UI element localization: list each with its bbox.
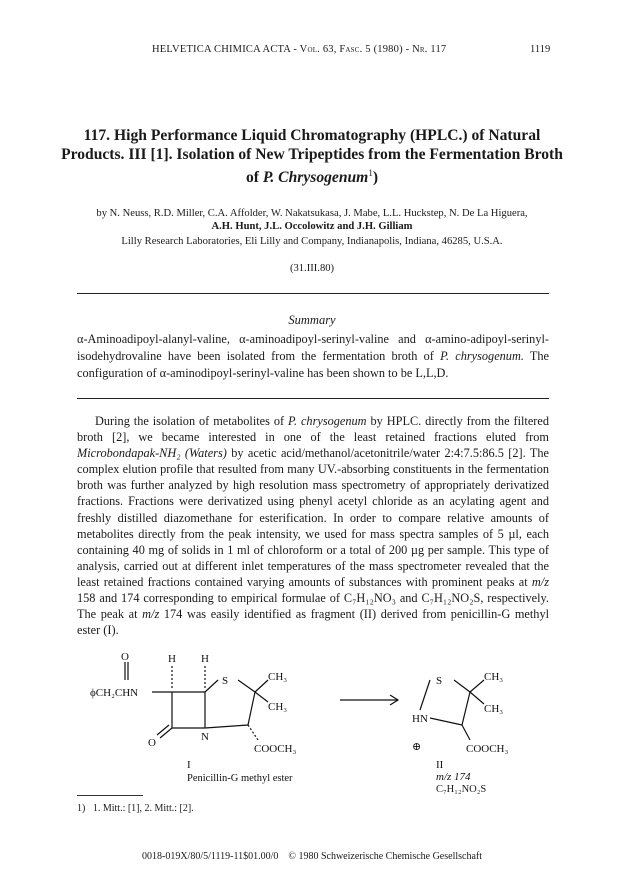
atom-h-2: H — [201, 653, 209, 665]
atom-o-carbonyl: O — [121, 651, 129, 663]
body-organism: P. chrysogenum — [288, 414, 367, 428]
footnote-rule — [77, 795, 143, 796]
atom-s: S — [222, 675, 229, 687]
frag-charge: ⊕ — [412, 741, 422, 753]
body-column-name: Microbondapak-NH₂ (Waters) — [77, 446, 227, 461]
reaction-scheme — [90, 650, 560, 785]
summary-organism: P. chrysogenum. — [440, 349, 524, 363]
body-mz-1: m/z — [531, 574, 549, 589]
atom-cooch3: COOCH₃ — [254, 743, 297, 755]
compound-caption-i: Penicillin-G methyl ester — [187, 773, 293, 784]
footnote — [77, 803, 194, 814]
footnote-marker: 1) — [77, 803, 86, 814]
body-seg-5: 174 was easily identified as fragment (II) derived from penicillin-G methyl ester (I). — [77, 607, 550, 638]
affiliation: Lilly Research Laboratories, Eli Lilly and Company, Indianapolis, Indiana, 46285, U.S.A. — [121, 236, 503, 247]
fragment-mz: m/z 174 — [436, 771, 471, 783]
compound-number-i: I — [187, 759, 191, 771]
title-line-3-prefix: of — [245, 169, 263, 187]
body-seg-4: 158 and 174 corresponding to empirical formulae of C₇H₁₂NO₃ and C₇H₁₂NO₂S, respectively. The peak at — [77, 591, 549, 622]
article-title — [60, 126, 564, 187]
right-structure-labels — [412, 671, 509, 783]
footnote-text: 1. Mitt.: [1], 2. Mitt.: [2]. — [92, 803, 194, 814]
title-line-2: Products. III [1]. Isolation of New Tripeptides from the Fermentation Broth — [61, 146, 563, 163]
atom-ch3-1: CH₃ — [268, 671, 288, 683]
received-date: (31.III.80) — [289, 263, 335, 274]
title-organism: P. Chrysogenum — [262, 169, 369, 187]
frag-atom-s: S — [436, 675, 443, 687]
summary-bottom-rule — [77, 398, 549, 399]
frag-atom-ch3-1: CH₃ — [484, 671, 504, 683]
summary-part-1: α-Aminoadipoyl-alanyl-valine, α-aminoadipoyl-serinyl-valine and α-amino-adipoyl-serinyl-isodehydrovaline have been isolated from the fermentation broth of — [77, 332, 549, 363]
authors-line-1: by N. Neuss, R.D. Miller, C.A. Affolder, W. Nakatsukasa, J. Mabe, L.L. Huckstep, N. De La Higuera, — [96, 208, 528, 219]
authors-line-2: A.H. Hunt, J.L. Occolowitz and J.H. Gilliam — [211, 221, 413, 232]
frag-atom-ch3-2: CH₃ — [484, 703, 504, 715]
summary-text — [77, 331, 549, 382]
atom-o-lactam: O — [148, 737, 156, 749]
title-line-3 — [60, 164, 564, 187]
summary-part-2: The configuration of α-aminodipoyl-serinyl-valine has been shown to be — [77, 349, 549, 380]
reaction-arrow — [340, 695, 398, 705]
body-text — [77, 413, 549, 638]
penicillin-g-methyl-ester-structure — [125, 662, 268, 740]
left-structure-labels — [90, 651, 297, 784]
title-line-1: 117. High Performance Liquid Chromatography (HPLC.) of Natural — [83, 127, 541, 144]
frag-atom-cooch3: COOCH₃ — [466, 743, 509, 755]
compound-number-ii: II — [436, 759, 444, 771]
journal-info: HELVETICA CHIMICA ACTA - Vol. 63, Fasc. 5 (1980) - Nr. 117 — [152, 44, 447, 55]
atom-side-chain: ϕCH₂CHN — [90, 687, 139, 699]
body-seg-3: by acetic acid/methanol/acetonitrile/water 2:4:7.5:86.5 [2]. The complex elution profile that resulted from many UV.-absorbing constituents in the fermentation broth was further analyzed by high resolution mass spectrometry of appropriately derivatized fractions. Fractions were derivatized using phenyl acetyl chloride as an acylating agent and freshly distilled diazomethane for esterification. In order to compare relative amounts of metabolites directly from the peak intensity, we used for mass spectra samples of 5 µl, each containing 40 mg of solids in 1 ml of chloroform or a total of 200 µg per sample. This type of analysis, carried out at different inlet temperatures of the mass spectrometer revealed that the least retained fractions contained varying amounts of substances with prominent peaks at — [77, 446, 549, 589]
summary-heading: Summary — [288, 313, 336, 327]
summary-configuration: L,L,D. — [415, 366, 449, 380]
copyright-footer: 0018-019X/80/5/1119-11$01.00/0 © 1980 Schweizerische Chemische Gesellschaft — [141, 851, 483, 862]
frag-atom-hn: HN — [412, 713, 428, 725]
atom-n: N — [201, 731, 209, 743]
fragment-formula: C₇H₁₂NO₂S — [436, 784, 487, 795]
page-number: 1119 — [530, 44, 551, 55]
fragment-ii-structure — [420, 680, 484, 740]
summary-top-rule — [77, 293, 549, 294]
body-mz-2: m/z — [142, 607, 160, 622]
body-paragraph — [77, 413, 549, 638]
body-seg-2: by HPLC. directly from the filtered broth [2], we became interested in one of the least retained fractions eluted from — [77, 414, 549, 445]
title-footnote-marker: 1 — [368, 168, 373, 178]
body-seg-1: During the isolation of metabolites of — [95, 414, 289, 428]
atom-ch3-2: CH₃ — [268, 701, 288, 713]
author-list — [66, 207, 558, 233]
title-line-3-suffix: ) — [372, 169, 379, 187]
atom-h-1: H — [168, 653, 176, 665]
